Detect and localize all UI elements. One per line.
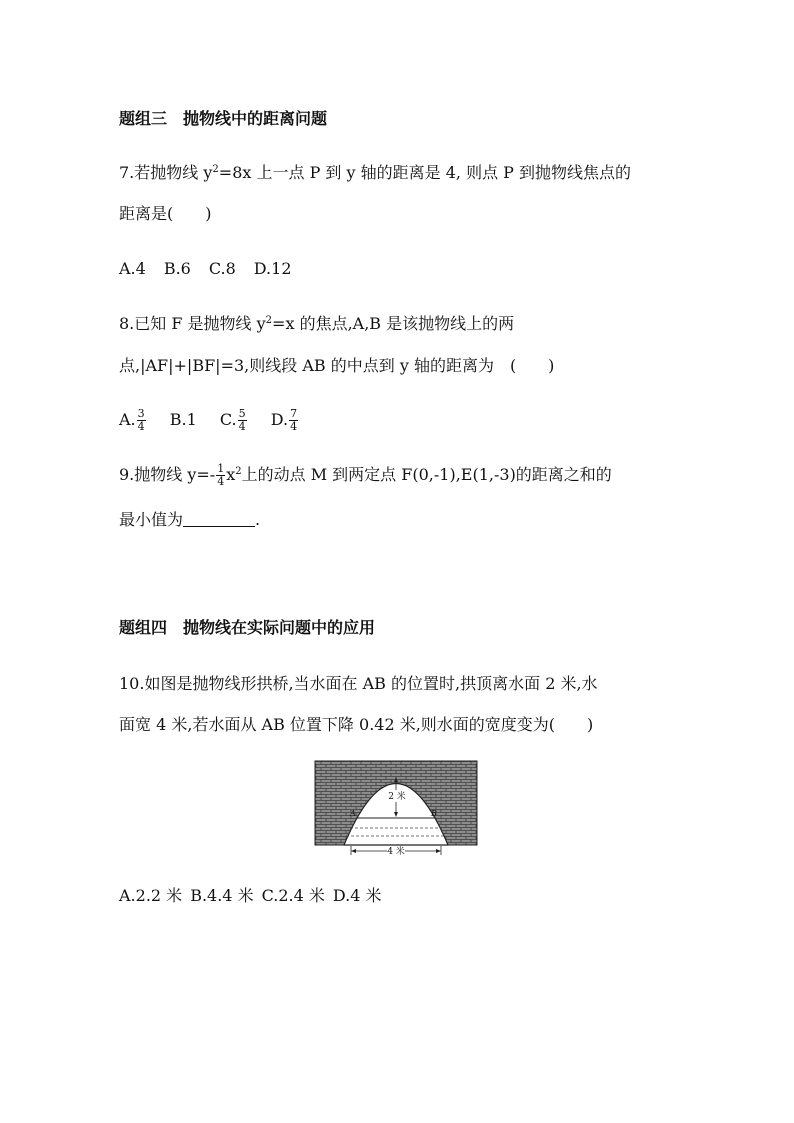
option-c[interactable]: C.8 [208,259,236,278]
question-10-line-1: 10.如图是抛物线形拱桥,当水面在 AB 的位置时,拱顶离水面 2 米,水 [119,674,598,693]
option-c[interactable]: C.2.4 米 [261,886,325,905]
question-7-line-2: 距离是( ) [119,204,212,223]
section-title: 题组三 [119,109,168,128]
question-10-options [119,885,382,907]
question-7-options [119,258,292,280]
question-8-options [119,405,299,435]
section-heading-group4 [119,617,375,639]
option-b[interactable]: B.6 [163,259,191,278]
question-8-line-2: 点,|AF|+|BF|=3,则线段 AB 的中点到 y 轴的距离为 ( ) [119,356,555,375]
option-d[interactable]: D. $\frac{7}{4}$ [270,407,298,433]
option-d[interactable]: D.12 [253,259,292,278]
section-title: 题组四 [119,618,168,637]
question-9-line-1: 9.抛物线 y=- $\frac{1}{4}$ $x^2$上的动点 M 到两定点 F(0,-1),E(1,-3)的距离之和的 [119,462,612,488]
arch-bridge-diagram [314,758,478,856]
height-label: 2 米 [388,792,406,802]
question-7-line-1: 7.若抛物线 $y^2=8x$ 上一点 P 到 y 轴的距离是 4, 则点 P 到抛物线焦点的 [119,163,632,182]
option-d[interactable]: D.4 米 [332,886,382,905]
section-subtitle: 抛物线在实际问题中的应用 [183,618,376,637]
arch-bridge-figure [314,758,478,856]
section-heading-group3 [119,108,327,130]
option-b[interactable]: B.1 [169,410,197,429]
option-a[interactable]: A. $\frac{3}{4}$ [119,407,145,433]
section-subtitle: 抛物线中的距离问题 [183,109,328,128]
option-a[interactable]: A.4 [119,259,146,278]
fraction: $\frac{1}{4}$ [217,462,225,488]
point-a-label: A [350,809,356,818]
option-c[interactable]: C. $\frac{5}{4}$ [219,407,246,433]
option-a[interactable]: A.2.2 米 [119,886,183,905]
question-9-line-2: 最小值为 . [119,510,261,529]
width-label: 4 米 [387,847,405,856]
answer-blank[interactable] [183,510,255,527]
point-b-label: B [431,809,437,818]
option-b[interactable]: B.4.4 米 [190,886,254,905]
question-10-line-2: 面宽 4 米,若水面从 AB 位置下降 0.42 米,则水面的宽度变为( ) [119,715,594,734]
question-8-line-1: 8.已知 F 是抛物线 $y^2=x$ 的焦点,A,B 是该抛物线上的两 [119,314,515,333]
